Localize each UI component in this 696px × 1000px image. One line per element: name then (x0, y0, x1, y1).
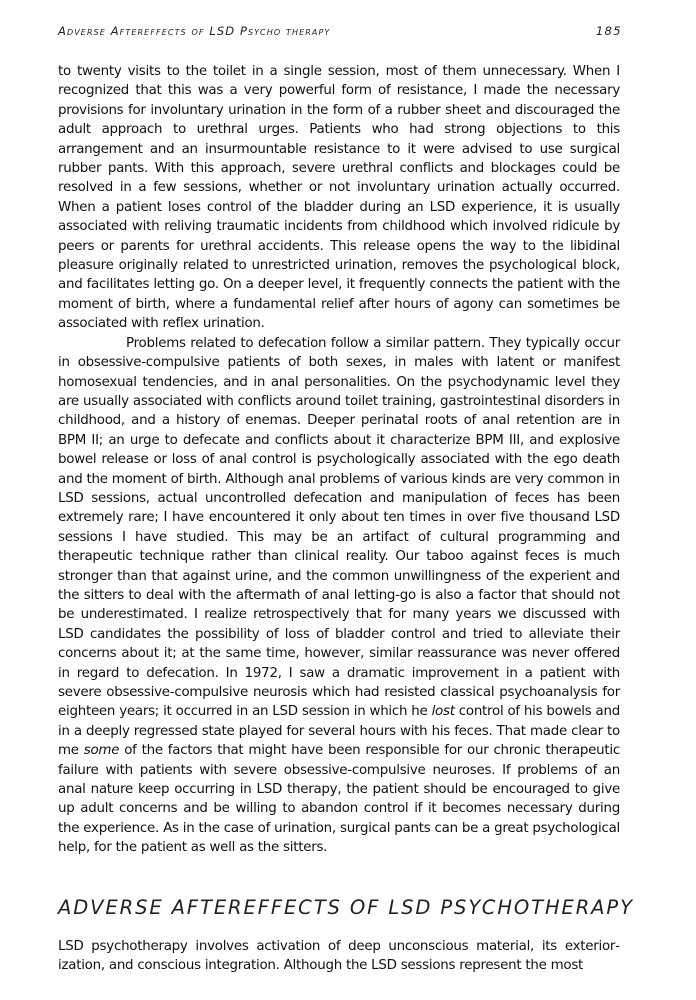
page-number: 185 (595, 24, 622, 38)
paragraph-defecation-part-1: Problems related to defecation follow a similar pattern. They typically occur in obsessive-compulsive patients of both sexes, in males with latent or manifest homosexual tendencies, and in anal personalities. On the psychodynamic level they are usually associated with conflicts around toilet training, gastrointestinal disorders in childhood, and a history of enemas. Deeper perinatal roots of anal retention are in BPM II; an urge to defecate and conflicts about it characterize BPM III, and explosive bowel release or loss of anal control is psychologically associated with the ego death and the moment of birth. Although anal problems of various kinds are very common in LSD sessions, actual uncontrolled defecation and manipulation of feces has been extremely rare; I have encountered it only about ten times in over five thousand LSD sessions I have studied. This may be an artifact of cultural programming and therapeutic technique rather than clinical reality. Our taboo against feces is much stronger than that against urine, and the common unwillingness of the experient and the sitters to deal with the aftermath of anal letting-go is also a factor that should not be underestimated. I realize retrospectively that for many years we discussed with LSD candidates the possibility of loss of bladder control and tried to alleviate their concerns about it; at the same time, however, similar reassurance was never offered in regard to defecation. In 1972, I saw a dramatic improvement in a patient with severe obsessive-compulsive neurosis which had resisted classical psychoanalysis for eighteen years; it occurred in an LSD session in which he (58, 335, 620, 720)
running-header (58, 24, 622, 40)
paragraph-defecation-part-2: control of his bowels and in a deeply regressed state played for several hours with his feces. That made clear to me (58, 704, 620, 759)
emphasis-some: some (83, 743, 120, 759)
section-text (58, 937, 620, 976)
paragraph-defecation-part-3: of the factors that might have been responsible for our chronic therapeutic failure with patients with severe obsessive-compulsive neuroses. If problems of an anal nature keep occurring in LSD therapy, the patient should be encouraged to give up adult concerns and be willing to abandon control if it becomes necessary during the experience. As in the case of urination, surgical pants can be a great psychological help, for the patient as well as the sitters. (58, 743, 620, 856)
section-heading: ADVERSE AFTEREFFECTS OF LSD PSYCHOTHERAPY (58, 896, 634, 919)
body-text (58, 62, 620, 858)
running-title: Adverse Aftereffects of LSD Psycho therapy (58, 24, 331, 38)
section-paragraph: LSD psychotherapy involves activation of deep unconscious material, its exteriorization, and conscious integration. Although the LSD sessions represent the most (58, 939, 620, 974)
emphasis-lost: lost (431, 704, 455, 720)
paragraph-urination: to twenty visits to the toilet in a single session, most of them unnecessary. When I recognized that this was a very powerful form of resistance, I made the necessary provisions for involuntary urination in the form of a rubber sheet and discouraged the adult approach to urethral urges. Patients who had strong objections to this arrangement and an insurmountable resistance to it were advised to use surgical rubber pants. With this approach, severe urethral conflicts and blockages could be resolved in a few sessions, whether or not involuntary urination actually occurred. When a patient loses control of the bladder during an LSD experience, it is usually associated with reliving traumatic incidents from childhood which involved ridicule by peers or parents for urethral accidents. This release opens the way to the libidinal pleasure originally related to unrestricted urination, removes the psychological block, and facilitates letting go. On a deeper level, it frequently connects the patient with the moment of birth, where a fundamental relief after hours of agony can sometimes be associated with reflex urination. (58, 64, 620, 332)
paragraph-defecation (58, 334, 620, 858)
